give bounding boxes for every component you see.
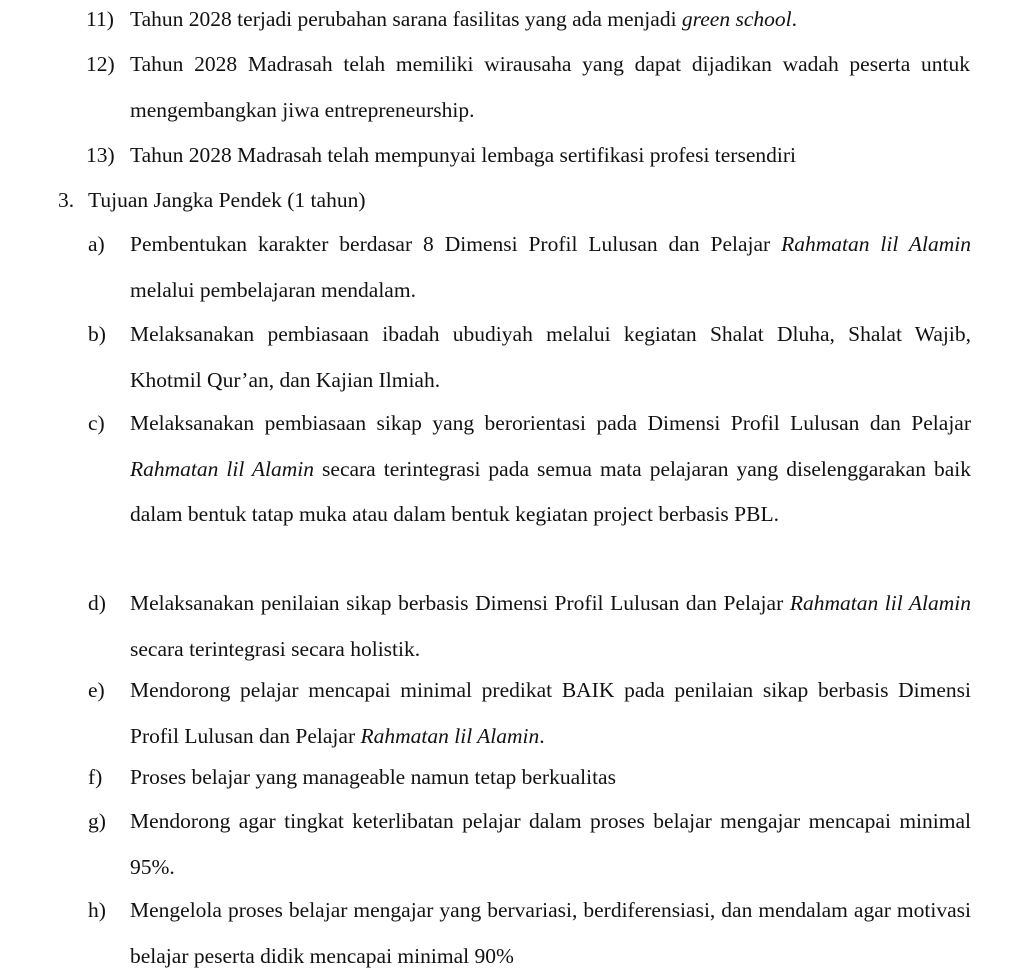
item-text — [130, 312, 971, 403]
text-run-italic: Rahmatan lil Alamin — [789, 591, 972, 615]
item-marker: 11) — [86, 7, 114, 31]
text-run-italic: Rahmatan lil Alamin — [781, 232, 971, 256]
item-text — [130, 401, 971, 538]
text-run: Melaksanakan pembiasaan sikap yang berorientasi pada Dimensi Profil Lulusan dan Pelajar — [130, 411, 971, 435]
item-marker: e) — [88, 678, 105, 702]
section-title: Tujuan Jangka Pendek (1 tahun) — [88, 188, 366, 212]
text-run: secara terintegrasi secara holistik. — [130, 636, 421, 661]
text-run: Tahun 2028 Madrasah telah memiliki wirausaha yang dapat dijadikan wadah peserta untuk mengembangkan jiwa entrepreneurship. — [130, 52, 970, 122]
text-run: Melaksanakan penilaian sikap berbasis Dimensi Profil Lulusan dan Pelajar — [130, 591, 790, 615]
text-run: Mengelola proses belajar mengajar yang bervariasi, berdiferensiasi, dan mendalam agar motivasi belajar peserta didik mencapai minimal 90% — [130, 898, 971, 968]
item-text — [130, 222, 971, 313]
text-run-italic: Rahmatan lil Alamin — [130, 456, 315, 481]
text-run: melalui pembelajaran mendalam. — [130, 277, 416, 302]
text-run: . — [539, 723, 545, 748]
item-marker: 13) — [86, 143, 115, 167]
item-text — [130, 133, 970, 179]
text-run: Tahun 2028 terjadi perubahan sarana fasilitas yang ada menjadi — [130, 7, 682, 31]
item-text — [130, 668, 971, 759]
text-run: Proses belajar yang manageable namun tetap berkualitas — [130, 765, 616, 789]
item-text — [130, 42, 970, 133]
text-run: Tahun 2028 Madrasah telah mempunyai lembaga sertifikasi profesi tersendiri — [130, 143, 796, 167]
item-marker: h) — [88, 898, 106, 922]
text-run: Mendorong agar tingkat keterlibatan pelajar dalam proses belajar mengajar mencapai minimal 95%. — [130, 809, 971, 879]
item-text — [130, 0, 970, 43]
text-run: Mendorong pelajar mencapai minimal predikat BAIK pada penilaian sikap berbasis Dimensi Profil Lulusan dan Pelajar — [130, 678, 971, 748]
item-text — [130, 799, 971, 890]
item-marker: c) — [88, 411, 105, 435]
item-text — [130, 755, 971, 801]
text-run: . — [791, 7, 797, 31]
item-text — [130, 581, 971, 672]
text-run: Melaksanakan pembiasaan ibadah ubudiyah melalui kegiatan Shalat Dluha, Shalat Wajib, Khotmil Qur’an, dan Kajian Ilmiah. — [130, 322, 971, 392]
item-marker: b) — [88, 322, 106, 346]
item-text — [130, 888, 971, 979]
text-run-italic: green school — [681, 7, 792, 31]
item-marker: d) — [88, 591, 106, 615]
item-marker: g) — [88, 809, 106, 833]
item-marker: a) — [88, 232, 105, 256]
text-run: Pembentukan karakter berdasar 8 Dimensi Profil Lulusan dan Pelajar — [130, 232, 782, 256]
section-number: 3. — [58, 188, 75, 212]
item-marker: f) — [88, 765, 103, 789]
text-run: secara terintegrasi pada semua mata pelajaran yang diselenggarakan baik dalam bentuk tatap muka atau dalam bentuk kegiatan project berbasis PBL. — [130, 456, 971, 526]
item-marker: 12) — [86, 52, 115, 76]
text-run-italic: Rahmatan lil Alamin — [360, 723, 540, 748]
